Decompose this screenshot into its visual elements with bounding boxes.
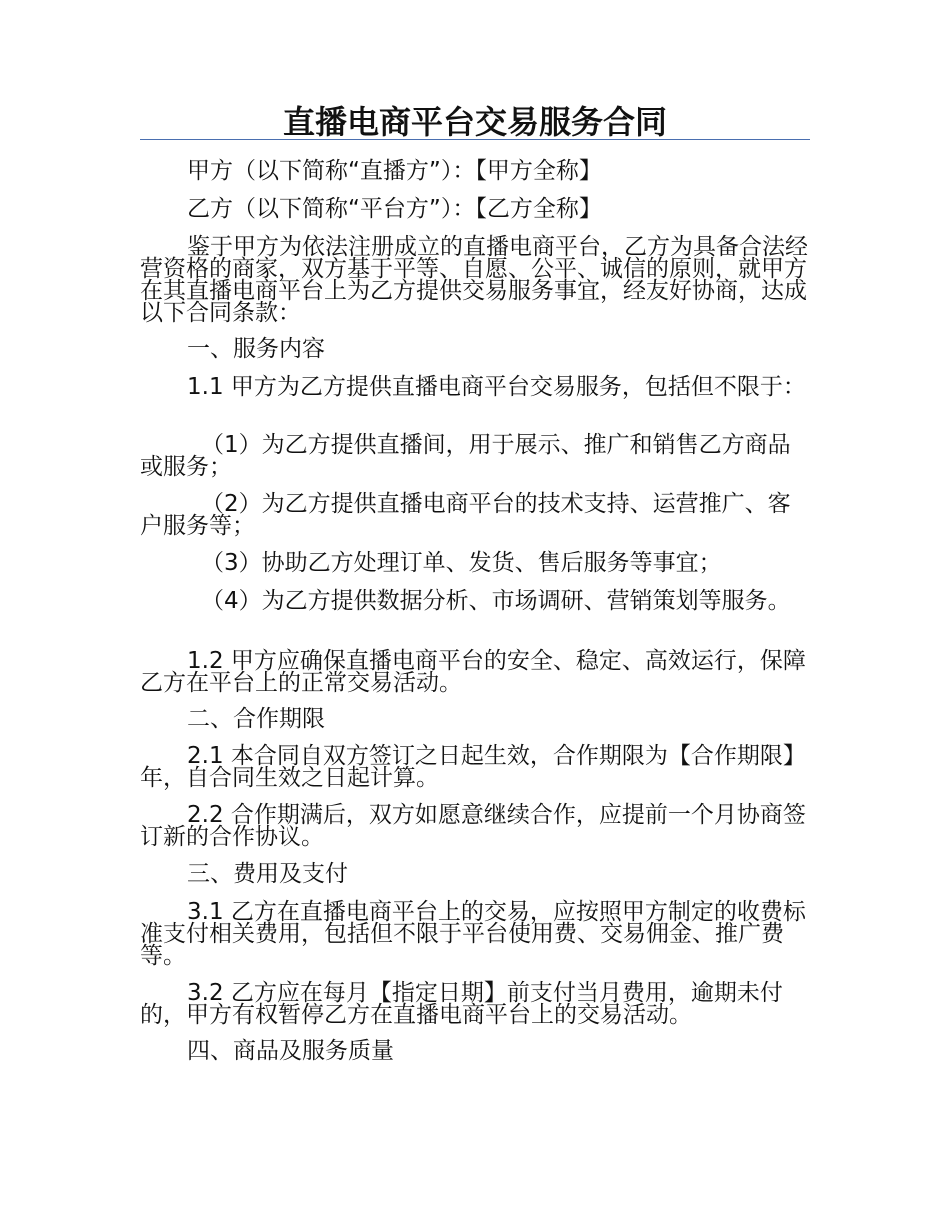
clause-1-1-item-4: （4）为乙方提供数据分析、市场调研、营销策划等服务。 <box>201 588 791 614</box>
clause-1-1-item-2: （2）为乙方提供直播电商平台的技术支持、运营推广、客户服务等； <box>140 491 791 539</box>
section-heading-1: 一、服务内容 <box>187 336 325 362</box>
party-a-line: 甲方（以下简称“直播方”）：【甲方全称】 <box>187 158 602 184</box>
clause-1-2: 1.2 甲方应确保直播电商平台的安全、稳定、高效运行，保障乙方在平台上的正常交易活动。 <box>140 648 806 696</box>
section-heading-3: 三、费用及支付 <box>187 861 348 887</box>
preamble-paragraph: 鉴于甲方为依法注册成立的直播电商平台，乙方为具备合法经营资格的商家，双方基于平等、自愿、公平、诚信的原则，就甲方在其直播电商平台上为乙方提供交易服务事宜，经友好协商，达成以下合同条款： <box>140 234 808 326</box>
clause-3-2: 3.2 乙方应在每月【指定日期】前支付当月费用，逾期未付的，甲方有权暂停乙方在直播电商平台上的交易活动。 <box>140 980 783 1028</box>
clause-2-1: 2.1 本合同自双方签订之日起生效，合作期限为【合作期限】年，自合同生效之日起计算。 <box>140 743 806 791</box>
clause-1-1-item-3: （3）协助乙方处理订单、发货、售后服务等事宜； <box>201 550 722 576</box>
section-heading-2: 二、合作期限 <box>187 706 325 732</box>
clause-1-1: 1.1 甲方为乙方提供直播电商平台交易服务，包括但不限于： <box>187 374 806 400</box>
document-title: 直播电商平台交易服务合同 <box>282 103 667 141</box>
party-b-line: 乙方（以下简称“平台方”）：【乙方全称】 <box>187 196 602 222</box>
section-heading-4: 四、商品及服务质量 <box>187 1038 394 1064</box>
clause-2-2: 2.2 合作期满后，双方如愿意继续合作，应提前一个月协商签订新的合作协议。 <box>140 802 806 850</box>
clause-1-1-item-1: （1）为乙方提供直播间，用于展示、推广和销售乙方商品或服务； <box>140 432 791 480</box>
title-underline <box>140 139 810 140</box>
clause-3-1: 3.1 乙方在直播电商平台上的交易，应按照甲方制定的收费标准支付相关费用，包括但不限于平台使用费、交易佣金、推广费等。 <box>140 899 806 969</box>
